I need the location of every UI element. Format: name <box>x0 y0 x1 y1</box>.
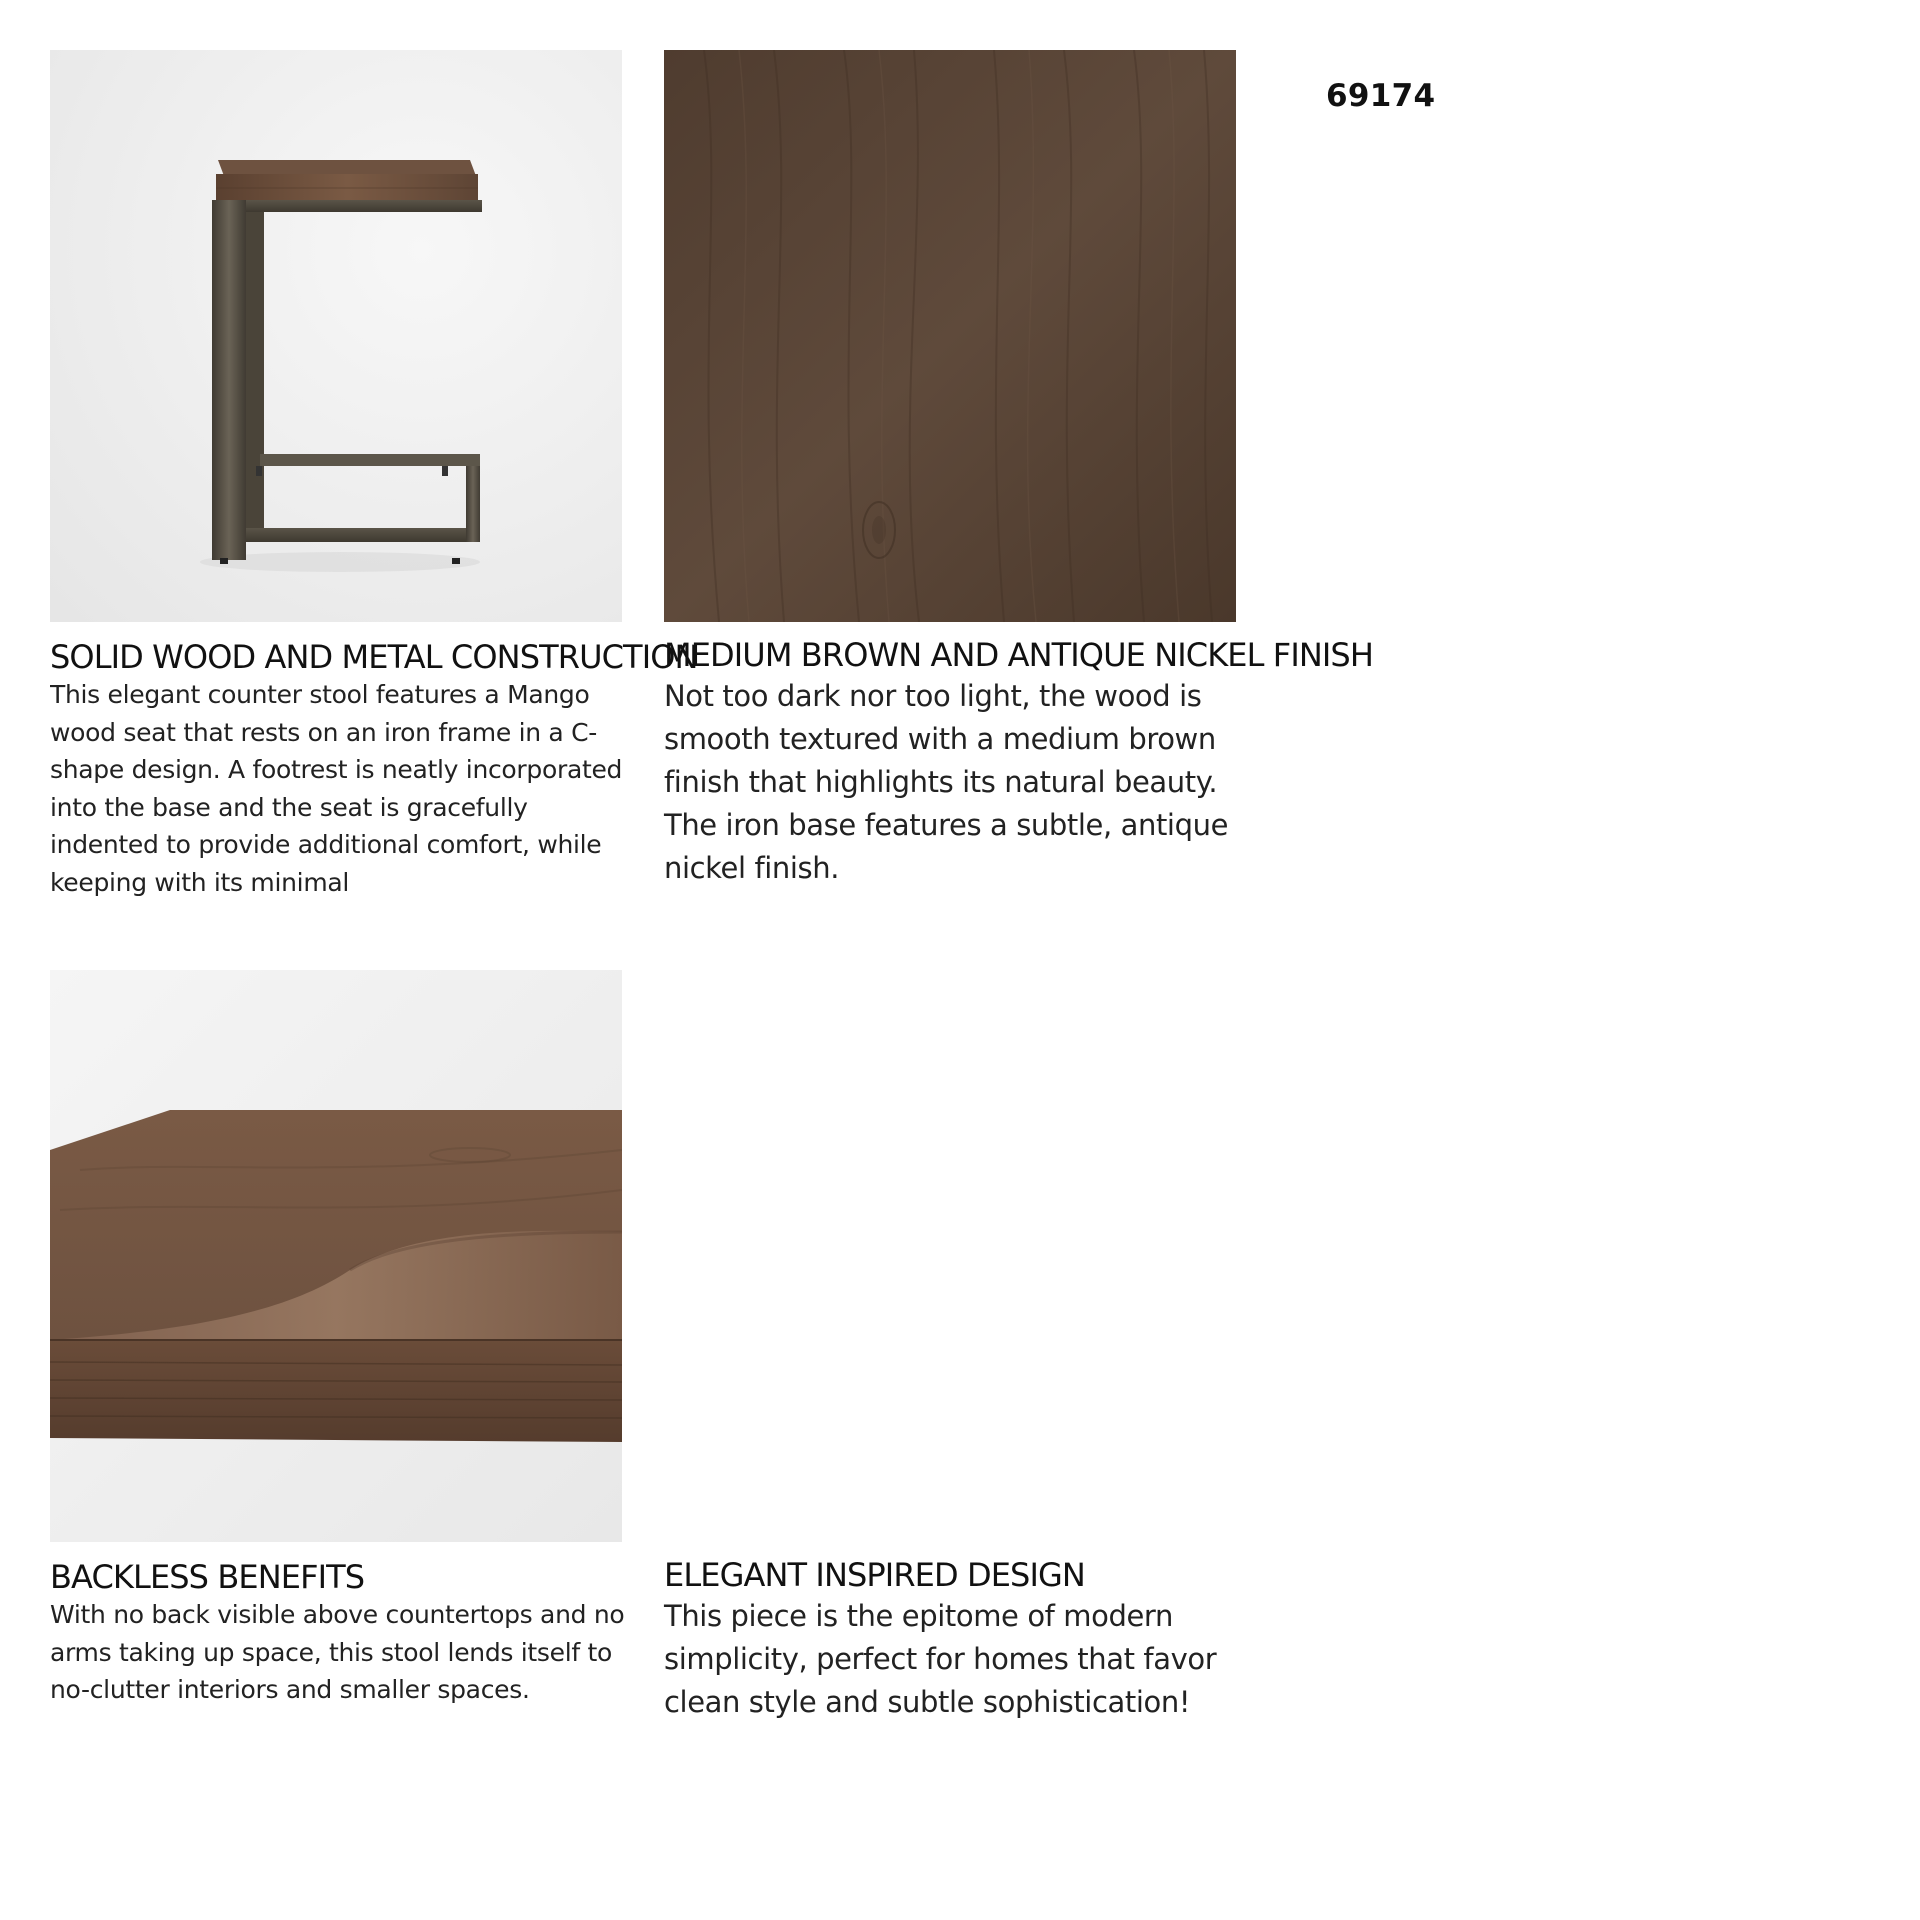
feature-title-backless: BACKLESS BENEFITS <box>50 1558 365 1596</box>
feature-body-backless: With no back visible above countertops and no arms taking up space, this stool lends itself to no-clutter interiors and smaller spaces. <box>50 1600 625 1704</box>
feature-body-finish: Not too dark nor too light, the wood is smooth textured with a medium brown finish that highlights its natural beauty. The iron base features a subtle, antique nickel finish. <box>664 679 1229 885</box>
feature-body-design: This piece is the epitome of modern simplicity, perfect for homes that favor clean style and subtle sophistication! <box>664 1599 1217 1719</box>
stool-product-photo <box>50 50 622 622</box>
product-code: 69174 <box>1326 78 1436 114</box>
seat-closeup-photo <box>50 970 622 1542</box>
feature-title-design: ELEGANT INSPIRED DESIGN <box>664 1556 1085 1594</box>
feature-body-construction: This elegant counter stool features a Mango wood seat that rests on an iron frame in a C-shape design. A footrest is neatly incorporated into the base and the seat is gracefully indented to provide additional comfort, while keeping with its minimal <box>50 680 623 897</box>
feature-title-construction: SOLID WOOD AND METAL CONSTRUCTION <box>50 638 698 676</box>
feature-title-finish: MEDIUM BROWN AND ANTIQUE NICKEL FINISH <box>664 636 1374 674</box>
wood-grain-photo <box>664 50 1236 622</box>
